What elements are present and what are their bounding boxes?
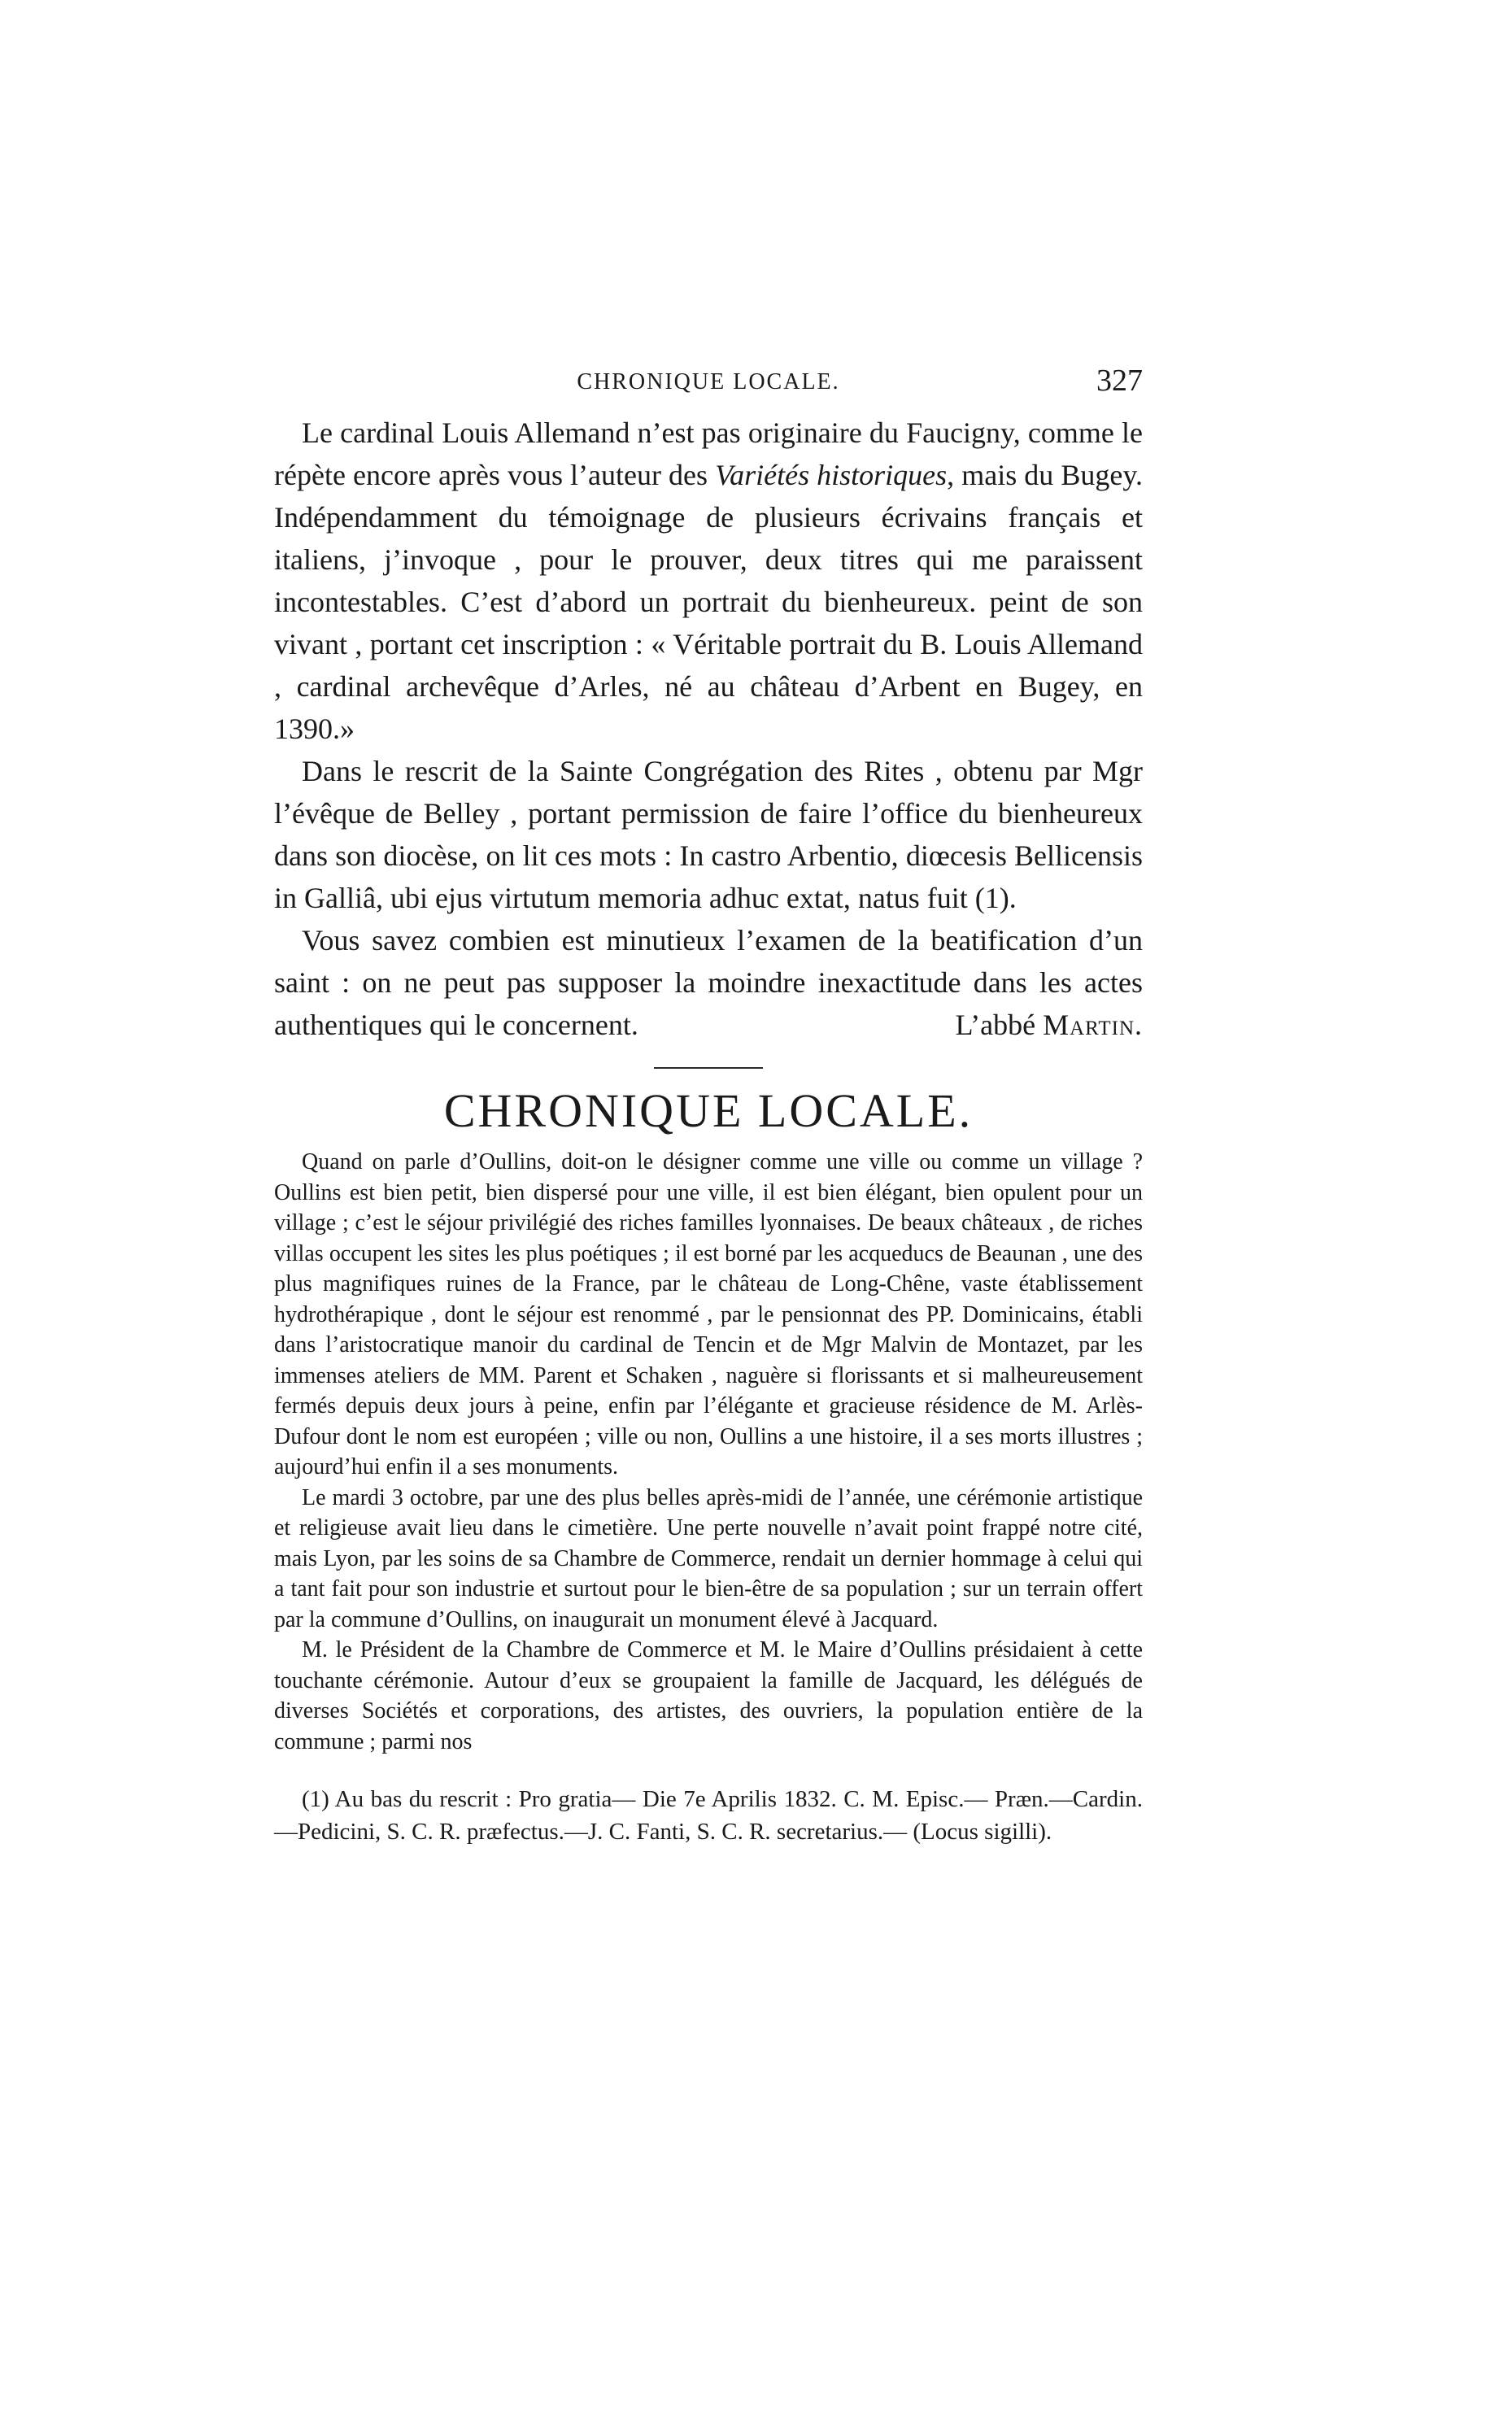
- signature-prefix: L’abbé: [955, 1009, 1044, 1041]
- running-head: [274, 363, 1143, 402]
- chronicle-paragraph-2: Le mardi 3 octobre, par une des plus belles après-midi de l’année, une cérémonie artistique et religieuse avait lieu dans le cimetière. Une perte nouvelle n’avait point frappé notre cité, mais Lyon, par les soins de sa Chambre de Commerce, rendait un dernier hommage à celui qui a tant fait pour son industrie et surtout pour le bien-être de sa population ; sur un terrain offert par la commune d’Oullins, on inaugurait un monument élevé à Jacquard.: [274, 1484, 1143, 1632]
- chronicle-paragraph-3: M. le Président de la Chambre de Commerce et M. le Maire d’Oullins présidaient à cette touchante cérémonie. Autour d’eux se groupaient la famille de Jacquard, les délégués de diverses Sociétés et corporations, des artistes, des ouvriers, la population entière de la commune ; parmi nos: [274, 1637, 1143, 1754]
- signature-name: Martin.: [1043, 1009, 1143, 1041]
- page-number: 327: [1096, 364, 1143, 398]
- italic-title: Variétés historiques: [715, 459, 948, 491]
- section-title: CHRONIQUE LOCALE.: [443, 1084, 974, 1137]
- letter-paragraph-1: [274, 412, 1143, 750]
- letter-paragraph-1-end: , mais du Bugey. Indépendamment du témoignage de plusieurs écrivains français et italiens, j’invoque , pour le prouver, deux titres qui me paraissent incontestables. C’est d’abord un portrait du bienheureux. peint de son vivant , portant cet inscription : « Véritable portrait du B. Louis Allemand , cardinal archevêque d’Arles, né au château d’Arbent en Bugey, en 1390.»: [274, 459, 1143, 745]
- letter-paragraph-3-text: Vous savez combien est minutieux l’examen de la beatification d’un saint : on ne peut pas supposer la moindre inexactitude dans les actes authentiques qui le concernent.: [274, 924, 1143, 1041]
- letter-paragraph-2: Dans le rescrit de la Sainte Congrégation des Rites , obtenu par Mgr l’évêque de Belley , portant permission de faire l’office du bienheureux dans son diocèse, on lit ces mots : In castro Arbentio, diœcesis Bellicensis in Galliâ, ubi ejus virtutum memoria adhuc extat, natus fuit (1).: [274, 755, 1143, 914]
- chronicle-paragraph-1: Quand on parle d’Oullins, doit-on le désigner comme une ville ou comme un village ? Oullins est bien petit, bien dispersé pour une ville, il est bien élégant, bien opulent pour un village ; c’est le séjour privilégié des riches familles lyonnaises. De beaux châteaux , de riches villas occupent les sites les plus poétiques ; il est borné par les acqueducs de Beaunan , une des plus magnifiques ruines de la France, par le château de Long-Chêne, vaste établissement hydrothérapique , dont le séjour est renommé , par le pensionnat des PP. Dominicains, établi dans l’aristocratique manoir du cardinal de Tencin et de Mgr Malvin de Montazet, par les immenses ateliers de MM. Parent et Schaken , naguère si florissants et si malheureusement fermés depuis deux jours à peine, enfin par l’élégante et gracieuse résidence de M. Arlès-Dufour dont le nom est européen ; ville ou non, Oullins a une histoire, il a ses morts illustres ; aujourd’hui enfin il a ses monuments.: [274, 1149, 1143, 1479]
- letter-paragraph-3: [274, 919, 1143, 1046]
- signature: [927, 1004, 1143, 1046]
- letter: [274, 412, 1143, 1046]
- section-divider: [654, 1067, 763, 1069]
- letter-paragraph-1-start: Le cardinal Louis Allemand n’est pas originaire du Faucigny, comme le répète encore après vous l’auteur des: [274, 416, 1143, 491]
- footnote: (1) Au bas du rescrit : Pro gratia— Die 7e Aprilis 1832. C. M. Episc.— Præn.—Cardin.—Pedicini, S. C. R. præfectus.—J. C. Fanti, S. C. R. secretarius.— (Locus sigilli).: [274, 1786, 1143, 1845]
- body-text: [274, 412, 1143, 1872]
- running-title: CHRONIQUE LOCALE.: [577, 369, 840, 394]
- chronicle: [274, 1147, 1143, 1757]
